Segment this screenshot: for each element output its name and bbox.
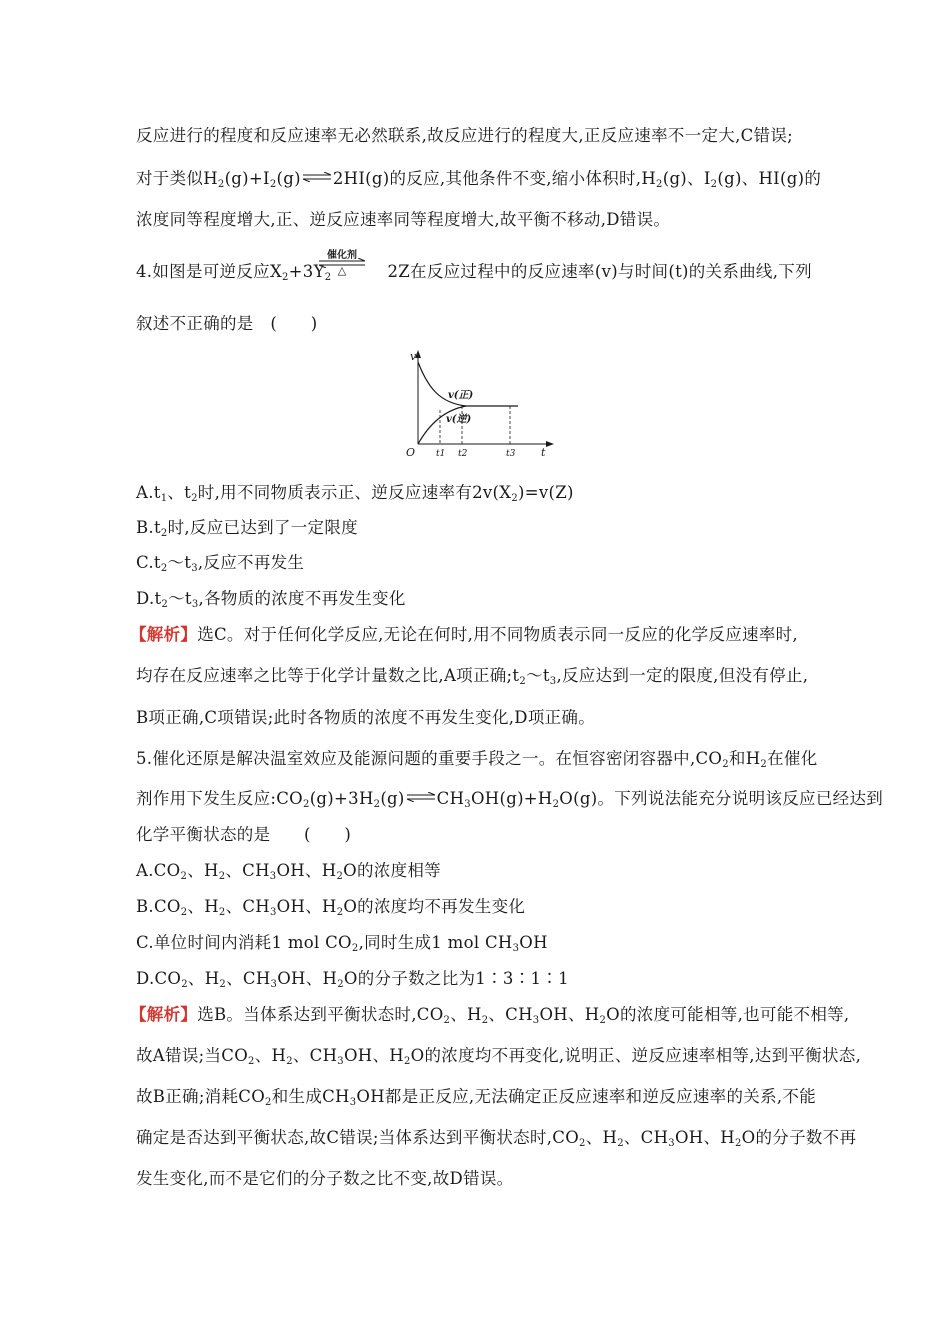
t3-label: t3	[506, 449, 516, 459]
y-axis-label: v	[410, 350, 417, 363]
option-b: $B.t_2$时,反应已达到了一定限度	[136, 518, 358, 539]
question-4-stem: 叙述不正确的是 ( )	[136, 314, 318, 333]
t2-label: t2	[458, 449, 468, 459]
option-a: $A.t_1$、$t_2$时,用不同物质表示正、逆反应速率有$2v(X_2)=v(Z)$	[136, 483, 574, 504]
analysis-5-line: 发生变化,而不是它们的分子数之比不变,故D错误。	[136, 1169, 514, 1188]
analysis-5-line: 故B正确;消耗$CO_2$和生成$CH_3OH$都是正反应,无法确定正反应速率和逆反应速率的关系,不能	[136, 1087, 817, 1108]
forward-rate-label: v(正)	[448, 390, 474, 401]
question-5-line: 剂作用下发生反应$:CO_2(g)+3H_2(g)$ $CH_3OH(g)+H_2O(g)$。下列说法能充分说明该反应已经达到	[136, 789, 884, 810]
text-line: 浓度同等程度增大,正、逆反应速率同等程度增大,故平衡不移动,D错误。	[136, 210, 671, 229]
t1-label: t1	[436, 449, 446, 459]
analysis-5-line: 确定是否达到平衡状态,故C错误;当体系达到平衡状态时$,CO_2$、$H_2$、$CH_3OH$、$H_2O$的分子数不再	[136, 1128, 857, 1149]
option-d: $D.t_2\sim t_3$,各物质的浓度不再发生变化	[136, 589, 406, 610]
reverse-rate-curve	[418, 406, 466, 444]
equilibrium-arrow-icon	[302, 172, 332, 182]
question-4: 4.如图是可逆反应$X_2+3Y_2$ 2Z在反应过程中的反应速率(v)与时间(t)的关系曲线,下列	[136, 262, 812, 283]
text-line: 反应进行的程度和反应速率无必然联系,故反应进行的程度大,正反应速率不一定大,C错误;	[136, 126, 794, 145]
option-b: $B.CO_2$、$H_2$、$CH_3OH$、$H_2O$的浓度均不再发生变化	[136, 897, 526, 918]
option-a: $A.CO_2$、$H_2$、$CH_3OH$、$H_2O$的浓度相等	[136, 861, 441, 882]
equilibrium-arrow-icon	[406, 792, 436, 802]
option-c: $C.t_2\sim t_3$,反应不再发生	[136, 553, 305, 574]
origin-label: O	[406, 446, 416, 459]
analysis-4-line: 均存在反应速率之比等于化学计量数之比,A项正确$;t_2\sim t_3$,反应达到一定的限度,但没有停止,	[136, 666, 809, 687]
analysis-tag: 【解析】	[130, 1005, 198, 1024]
option-c: C.单位时间内消耗1 mol $CO_2$,同时生成1 mol $CH_3OH$	[136, 933, 548, 954]
catalyst-arrow: 催化剂 △	[318, 246, 366, 274]
option-d: $D.CO_2$、$H_2$、$CH_3OH$、$H_2O$的分子数之比为1∶3∶1∶1	[136, 969, 569, 990]
analysis-5: 【解析】选B。当体系达到平衡状态时$,CO_2$、$H_2$、$CH_3OH$、$H_2O$的浓度可能相等,也可能不相等,	[130, 1005, 850, 1026]
analysis-4-line: B项正确,C项错误;此时各物质的浓度不再发生变化,D项正确。	[136, 708, 596, 727]
question-5-line: 化学平衡状态的是 ( )	[136, 825, 352, 844]
rate-time-graph	[400, 348, 560, 460]
x-axis-label: t	[541, 446, 546, 459]
analysis-5-line: 故A错误;当$CO_2$、$H_2$、$CH_3OH$、$H_2O$的浓度均不再变化,说明正、逆反应速率相等,达到平衡状态,	[136, 1046, 862, 1067]
reverse-rate-label: v(逆)	[446, 414, 472, 425]
question-5: 5.催化还原是解决温室效应及能源问题的重要手段之一。在恒容密闭容器中$,CO_2$和$H_2$在催化	[136, 749, 818, 770]
x-axis-arrow-icon	[546, 441, 554, 447]
analysis-4: 【解析】选C。对于任何化学反应,无论在何时,用不同物质表示同一反应的化学反应速率时,	[130, 625, 798, 644]
text-line: 对于类似$H_2(g)+I_2(g)$ 2HI(g)的反应,其他条件不变,缩小体积时$,H_2(g)$、$I_2(g)$、HI(g)的	[136, 169, 822, 190]
analysis-tag: 【解析】	[130, 625, 198, 644]
